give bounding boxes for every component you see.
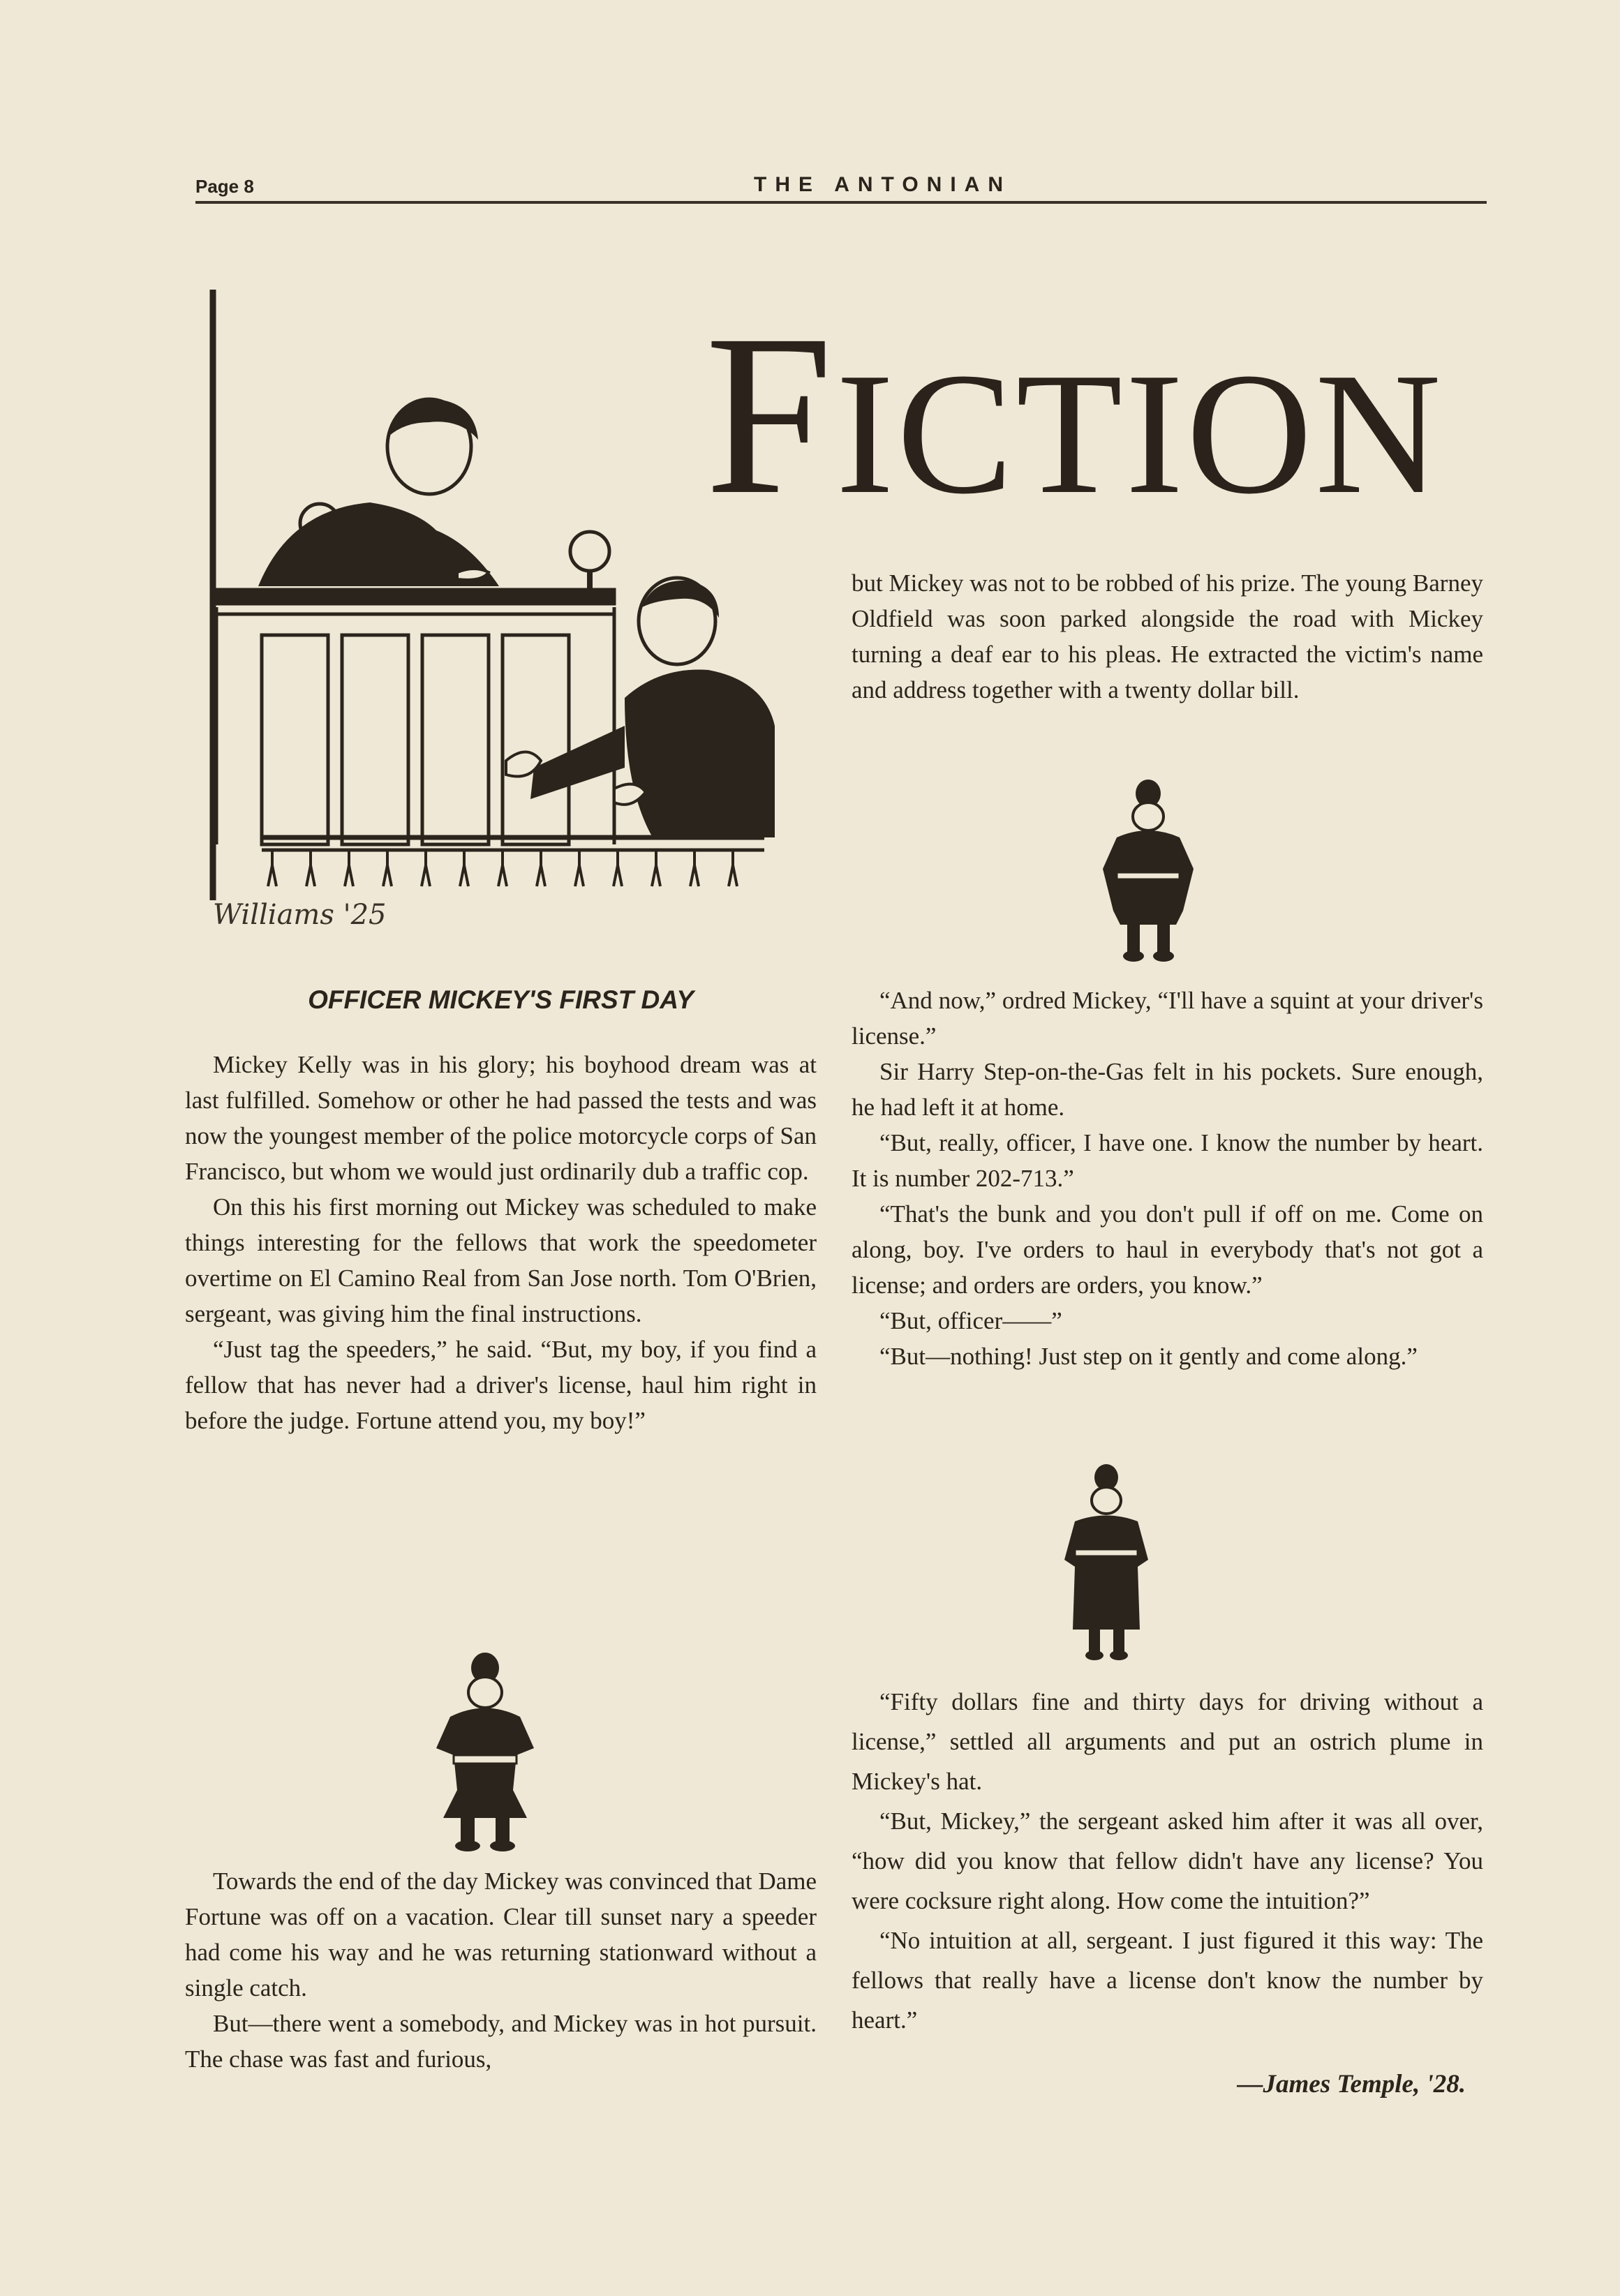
story-title: OFFICER MICKEY'S FIRST DAY [308,985,694,1014]
paragraph: “Just tag the speeders,” he said. “But, my boy, if you find a fellow that has never had a driver's license, haul him right in before the judge. Fortune attend you, my boy!” [185,1336,817,1434]
paragraph: “But, really, officer, I have one. I know the number by heart. It is number 202-713.” [852,1129,1483,1192]
section-title-rest: ICTION [835,337,1444,530]
paragraph: Sir Harry Step-on-the-Gas felt in his pockets. Sure enough, he had left it at home. [852,1058,1483,1121]
policeman-hands-on-hips-illustration [429,1650,541,1853]
paragraph: “But, officer——” [879,1307,1062,1334]
masthead: THE ANTONIAN [754,173,1011,196]
left-column-block-2 [185,1863,817,2077]
illustrator-signature: Williams '25 [213,899,387,931]
paragraph: “But, Mickey,” the sergeant asked him after it was all over, “how did you know that fellow didn't have any license? You were cocksure right along. How come the intuition?” [852,1807,1483,1914]
paragraph: “But—nothing! Just step on it gently and come along.” [879,1343,1418,1370]
policeman-standing-illustration [1096,778,1201,967]
right-column-block-3 [852,1682,1483,2040]
running-header [195,173,1487,204]
page-number: Page 8 [195,176,254,197]
section-title [705,288,1444,549]
section-title-initial: F [705,288,836,542]
header-rule [195,201,1487,204]
right-column-block-1 [852,565,1483,708]
paragraph: “Fifty dollars fine and thirty days for driving without a license,” settled all arguments and put an ostrich plume in Mickey's hat. [852,1688,1483,1795]
paragraph: but Mickey was not to be robbed of his prize. The young Barney Oldfield was soon parked alongside the road with Mickey turning a deaf ear to his pleas. He extracted the victim's name and address together with a twenty dollar bill. [852,569,1483,703]
paragraph: Towards the end of the day Mickey was convinced that Dame Fortune was off on a vacation. Clear till sunset nary a speeder had come his way and he was returning stationward without a single catch. [185,1868,817,2001]
paragraph: “And now,” ordred Mickey, “I'll have a squint at your driver's license.” [852,987,1483,1050]
right-column-block-2 [852,983,1483,1374]
paragraph: Mickey Kelly was in his glory; his boyhood dream was at last fulfilled. Somehow or other he had passed the tests and was now the youngest member of the police motorcycle corps of San Francisco, but whom we would just ordinarily dub a traffic cop. [185,1051,817,1185]
paragraph: But—there went a somebody, and Mickey was in hot pursuit. The chase was fast and furious, [185,2010,817,2073]
author-byline: —James Temple, '28. [1237,2070,1466,2099]
policeman-long-coat-illustration [1057,1462,1155,1664]
paragraph: On this his first morning out Mickey was scheduled to make things interesting for the fellows that work the speedometer overtime on El Camino Real from San Jose north. Tom O'Brien, sergeant, was giving him the final instructions. [185,1193,817,1327]
paragraph: “That's the bunk and you don't pull if off on me. Come on along, boy. I've orders to haul in everybody that's not got a license; and orders are orders, you know.” [852,1200,1483,1299]
left-column-block-1 [185,1047,817,1438]
paragraph: “No intuition at all, sergeant. I just figured it this way: The fellows that really have a license don't know the number by heart.” [852,1927,1483,2034]
